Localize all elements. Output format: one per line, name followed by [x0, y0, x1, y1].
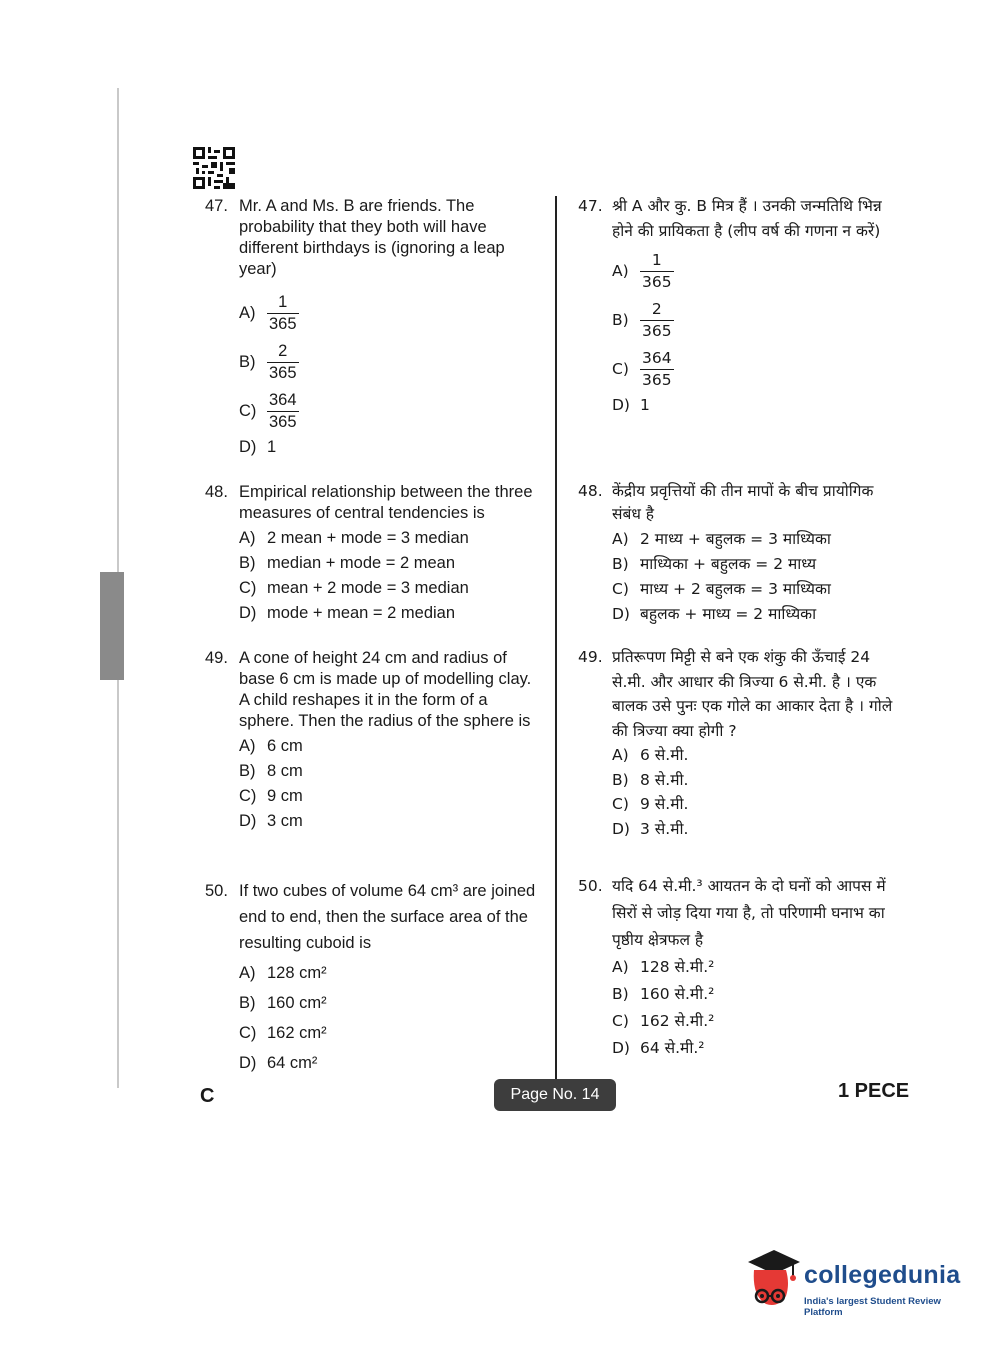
option-label: A) — [239, 529, 256, 547]
option-c — [612, 1008, 900, 1035]
option-a — [239, 292, 540, 335]
option-text: 3 से.मी. — [640, 819, 689, 838]
option-b — [612, 553, 900, 576]
option-text: माध्यिका + बहुलक = 2 माध्य — [640, 555, 817, 573]
option-d — [239, 1050, 540, 1076]
denominator: 365 — [642, 322, 672, 340]
option-label: A) — [239, 304, 256, 322]
option-d — [612, 603, 900, 626]
brand-name: collegedunia — [804, 1261, 961, 1289]
option-text: 6 cm — [267, 737, 303, 755]
denominator: 365 — [269, 364, 297, 382]
numerator: 2 — [278, 342, 288, 360]
option-label: D) — [612, 605, 630, 623]
option-text: 8 से.मी. — [640, 770, 689, 789]
option-text: 128 से.मी.² — [640, 958, 715, 976]
question-number: 47. — [205, 197, 228, 215]
option-a — [239, 528, 540, 549]
option-text: 128 cm² — [267, 964, 327, 982]
fraction — [267, 292, 299, 335]
option-d — [612, 817, 900, 842]
option-a — [612, 250, 900, 293]
question-number: 48. — [205, 483, 228, 501]
option-label: A) — [612, 530, 629, 548]
option-label: C) — [612, 580, 629, 598]
denominator: 365 — [642, 273, 672, 291]
question-47-en — [205, 196, 540, 458]
fraction — [267, 341, 299, 384]
option-label: A) — [612, 262, 629, 280]
option-a — [612, 528, 900, 551]
option-text: 8 cm — [267, 762, 303, 780]
option-text: 160 से.मी.² — [640, 985, 715, 1003]
option-label: C) — [239, 1024, 257, 1042]
question-text: If two cubes of volume 64 cm³ are joined end to end, then the surface area of the resulting cuboid is — [239, 882, 536, 952]
question-number: 49. — [205, 649, 228, 667]
page-number-badge: Page No. 14 — [494, 1079, 616, 1111]
question-text: केंद्रीय प्रवृत्तियों की तीन मापों के बीच प्रायोगिक संबंध है — [612, 482, 874, 523]
option-label: A) — [239, 964, 256, 982]
option-text: 64 cm² — [267, 1054, 318, 1072]
option-label: B) — [239, 353, 256, 371]
question-48-en — [205, 482, 540, 624]
option-text: 9 cm — [267, 787, 303, 805]
question-number: 49. — [578, 648, 603, 666]
option-label: C) — [239, 402, 257, 420]
question-text: प्रतिरूपण मिट्टी से बने एक शंकु की ऊँचाई 24 से.मी. और आधार की त्रिज्या 6 से.मी. है । एक बालक उसे पुनः एक गोले का आकार देता है । गोले की त्रिज्या क्या होगी ? — [612, 648, 893, 740]
option-label: C) — [239, 787, 257, 805]
option-b — [239, 341, 540, 384]
question-49-hi — [578, 645, 900, 841]
option-label: B) — [239, 554, 256, 572]
option-label: D) — [612, 1039, 630, 1057]
option-label: C) — [612, 1012, 629, 1030]
qr-code-icon — [193, 147, 235, 189]
question-47-hi — [578, 194, 900, 416]
scan-edge-mark — [100, 572, 124, 680]
denominator: 365 — [269, 413, 297, 431]
option-text: 2 mean + mode = 3 median — [267, 529, 469, 547]
option-b — [612, 768, 900, 793]
option-c — [239, 1020, 540, 1046]
option-label: D) — [612, 819, 630, 838]
numerator: 1 — [651, 251, 662, 269]
column-divider — [555, 196, 557, 1086]
option-label: D) — [239, 438, 257, 456]
option-label: B) — [239, 762, 256, 780]
option-b — [239, 761, 540, 782]
option-c — [239, 786, 540, 807]
option-label: D) — [239, 604, 257, 622]
option-c — [239, 390, 540, 433]
denominator: 365 — [269, 315, 297, 333]
option-c — [612, 792, 900, 817]
option-d — [239, 603, 540, 624]
option-text: माध्य + 2 बहुलक = 3 माध्यिका — [640, 580, 831, 598]
option-text: 2 माध्य + बहुलक = 3 माध्यिका — [640, 530, 831, 548]
option-c — [612, 348, 900, 391]
option-c — [239, 578, 540, 599]
option-b — [612, 299, 900, 342]
option-text: mode + mean = 2 median — [267, 604, 456, 622]
option-d — [239, 811, 540, 832]
question-text: Empirical relationship between the three measures of central tendencies is — [239, 483, 533, 522]
option-label: C) — [612, 795, 629, 813]
option-a — [239, 736, 540, 757]
question-48-hi — [578, 480, 900, 626]
option-text: 3 cm — [267, 812, 303, 830]
option-a — [239, 960, 540, 986]
fraction — [640, 250, 674, 293]
numerator: 1 — [278, 293, 288, 311]
option-d — [612, 395, 900, 416]
numerator: 2 — [651, 300, 662, 318]
question-50-hi — [578, 873, 900, 1062]
brand-tagline: India's largest Student Review Platform — [804, 1296, 941, 1318]
option-text: 6 से.मी. — [640, 746, 689, 764]
question-text: यदि 64 से.मी.³ आयतन के दो घनों को आपस में सिरों से जोड़ दिया गया है, तो परिणामी घनाभ का पृष्ठीय क्षेत्रफल है — [612, 877, 886, 949]
numerator: 364 — [642, 349, 672, 367]
option-label: C) — [612, 360, 629, 378]
option-text: median + mode = 2 mean — [267, 554, 456, 572]
question-50-en — [205, 878, 540, 1076]
paper-code: 1 PECE — [838, 1080, 910, 1102]
graduate-mascot-icon — [742, 1248, 802, 1314]
question-number: 50. — [578, 877, 603, 895]
question-text: A cone of height 24 cm and radius of base 6 cm is made up of modelling clay. A child reshapes it in the form of a sphere. Then the radius of the sphere is — [239, 649, 532, 730]
option-text: 1 — [640, 396, 650, 414]
question-number: 48. — [578, 482, 603, 500]
collegedunia-watermark — [742, 1248, 972, 1318]
option-text: 162 cm² — [267, 1024, 327, 1042]
option-text: 162 से.मी.² — [640, 1012, 715, 1030]
option-a — [612, 743, 900, 768]
option-text: 64 से.मी.² — [640, 1039, 705, 1057]
option-label: D) — [612, 396, 630, 414]
option-label: B) — [239, 994, 256, 1012]
question-49-en — [205, 648, 540, 832]
option-label: B) — [612, 770, 629, 789]
option-text: mean + 2 mode = 3 median — [267, 579, 469, 597]
question-text: Mr. A and Ms. B are friends. The probability that they both will have different birthdays is (ignoring a leap year) — [239, 197, 505, 278]
denominator: 365 — [642, 371, 672, 389]
fraction — [267, 390, 299, 433]
fraction — [640, 348, 674, 391]
question-number: 50. — [205, 882, 228, 900]
option-text: 1 — [267, 438, 277, 456]
numerator: 364 — [269, 391, 297, 409]
option-c — [612, 578, 900, 601]
option-label: A) — [612, 746, 629, 764]
option-d — [612, 1035, 900, 1062]
option-label: B) — [612, 985, 629, 1003]
option-text: 9 से.मी. — [640, 795, 689, 813]
option-label: B) — [612, 311, 629, 329]
question-text: श्री A और कु. B मित्र हैं । उनकी जन्मतिथि भिन्न होने की प्रायिकता है (लीप वर्ष की गणना न करें) — [612, 197, 882, 240]
option-d — [239, 437, 540, 458]
option-label: B) — [612, 555, 629, 573]
option-text: बहुलक + माध्य = 2 माध्यिका — [640, 605, 817, 623]
option-text: 160 cm² — [267, 994, 327, 1012]
option-label: A) — [612, 958, 629, 976]
booklet-series: C — [200, 1085, 215, 1107]
option-a — [612, 954, 900, 981]
option-b — [239, 990, 540, 1016]
option-label: A) — [239, 737, 256, 755]
option-b — [239, 553, 540, 574]
option-label: D) — [239, 812, 257, 830]
question-number: 47. — [578, 197, 603, 215]
option-label: C) — [239, 579, 257, 597]
option-label: D) — [239, 1054, 257, 1072]
option-b — [612, 981, 900, 1008]
fraction — [640, 299, 674, 342]
